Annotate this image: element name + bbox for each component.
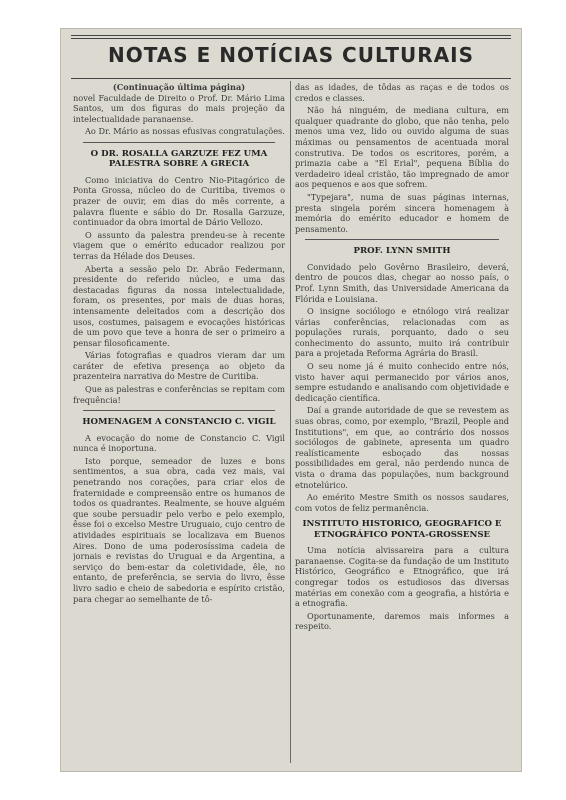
paragraph: Uma notícia alvissareira para a cultura paranaense. Cogita-se da fundação de um Instituto Histórico, Geográfico e Etnográfico, que irá congregar todos os estudiosos das diversas matérias em conexão com a geografia, a história e a etnografia. xyxy=(295,545,509,609)
paragraph: Ao Dr. Mário as nossas efusivas congratulações. xyxy=(85,126,285,137)
header-rule-top xyxy=(71,35,511,36)
paragraph: Não há ninguém, de mediana cultura, em qualquer quadrante do globo, que não tenha, pelo menos uma vez, lido ou ouvido alguma de suas máximas ou pensamentos de acentuada moral construtiva. De todos os escritores, porém, a primazia cabe a "El Erial", pequena Bíblia do verdadeiro ideal cristão, tão impregnado de amor aos pequenos e aos que sofrem. xyxy=(295,105,509,190)
paragraph: "Typejara", numa de suas páginas internas, presta singela porém sincera homenagem à memória do emérito educador e homem de pensamento. xyxy=(295,191,509,234)
paragraph: Que as palestras e conferências se repitam com frequência! xyxy=(73,384,285,405)
continuation-note: (Continuação última página) xyxy=(112,82,246,92)
section-heading: PROF. LYNN SMITH xyxy=(353,246,451,257)
section-heading: HOMENAGEM A CONSTANCIO C. VIGIL xyxy=(82,417,276,428)
paragraph: O insigne sociólogo e etnólogo virá realizar várias conferências, relacionadas com as populações rurais, porquanto, dado o seu conhecimento do assunto, muito irá contribuir para a projetada Reforma Agrária do Brasil. xyxy=(295,306,509,359)
newspaper-page xyxy=(60,28,522,772)
paragraph: Oportunamente, daremos mais informes a respeito. xyxy=(295,610,509,632)
paragraph: O seu nome já é muito conhecido entre nós, visto haver aqui permanecido por vários anos, sempre estudando e analisando com objetividade e dedicação científica. xyxy=(295,361,509,403)
paragraph: Várias fotografias e quadros vieram dar um caráter de efetiva presença ao objeto da prazenteira narrativa do Mestre de Curitiba. xyxy=(73,350,285,382)
paragraph: das as idades, de tôdas as raças e de todos os credos e classes. xyxy=(295,82,509,103)
right-column xyxy=(295,82,509,765)
paragraph: Como iniciativa do Centro Nio-Pitagórico de Ponta Grossa, núcleo do de Curitiba, tivemos o prazer de ouvir, em dias do mês corrente, a palavra fluente e sábio do Dr. Rosalla Garzuze, continuador da obra imortal de Dário Vellozo. xyxy=(73,174,285,228)
paragraph: A evocação do nome de Constancio C. Vigil nunca é inoportuna. xyxy=(73,432,285,454)
paragraph: Aberta a sessão pelo Dr. Abrão Federmann, presidente do referido núcleo, e uma das destacadas figuras da nossa intelectualidade, foram, os presentes, por mais de duas horas, intensamente deleitados com a descrição dos usos, costumes, paisagem e evocações históricas de um povo que teve a honra de ser o primeiro a pensar filosoficamente. xyxy=(73,263,285,348)
section-divider xyxy=(305,239,499,240)
column-divider xyxy=(290,81,291,763)
section-heading: INSTITUTO HISTORICO, GEOGRAFICO E ETNOGRÁFICO PONTA-GROSSENSE xyxy=(302,519,502,540)
paragraph: Isto porque, semeador de luzes e bons sentimentos, a sua obra, cada vez mais, vai penetrando nos corações, para criar elos de fraternidade e compreensão entre os humanos de todos os quadrantes. Realmente, se houve alguém que soube persuadir pelo verbo e pelo exemplo, êsse foi o excelso Mestre Uruguaio, cujo centro de atividades espirituais se localizava em Buenos Aires. Dono de uma poderosíssima cadeia de jornais e revistas do Uruguai e da Argentina, a serviço do bem-estar da coletividade, êle, no entanto, de preferência, se servia do livro, êsse livro sadio e cheio de sabedoria e espírito cristão, para chegar ao semelhante de tô- xyxy=(73,455,285,604)
header-rule-top-inner xyxy=(71,38,511,39)
header-rule-bottom xyxy=(71,78,511,79)
page-title: NOTAS E NOTÍCIAS CULTURAIS xyxy=(107,43,475,67)
left-column xyxy=(73,82,285,765)
paragraph: Daí a grande autoridade de que se revestem as suas obras, como, por exemplo, "Brazil, People and Institutions", em que, ao contrário dos nossos sociólogos de gabinete, apresenta um quadro realísticamente esboçado das nossas possibilidades em geral, não perdendo nunca de vista o drama das populações, num background etnotelúrico. xyxy=(295,405,509,490)
section-divider xyxy=(83,142,275,143)
paragraph: O assunto da palestra prendeu-se à recente viagem que o emérito educador realizou por terras da Hélade dos Deuses. xyxy=(73,229,285,261)
paragraph: Convidado pelo Govêrno Brasileiro, deverá, dentro de poucos dias, chegar ao nosso país, o Prof. Lynn Smith, das Universidade Americana da Flórida e Louisiana. xyxy=(295,261,509,304)
section-divider xyxy=(83,410,275,411)
paragraph: novel Faculdade de Direito o Prof. Dr. Mário Lima Santos, um dos figuras do mais projeção da intelectualidade paranaense. xyxy=(73,92,285,124)
section-heading: O DR. ROSALLA GARZUZE FEZ UMA PALESTRA SOBRE A GRECIA xyxy=(90,148,268,170)
paragraph: Ao emérito Mestre Smith os nossos saudares, com votos de feliz permanência. xyxy=(295,492,509,513)
